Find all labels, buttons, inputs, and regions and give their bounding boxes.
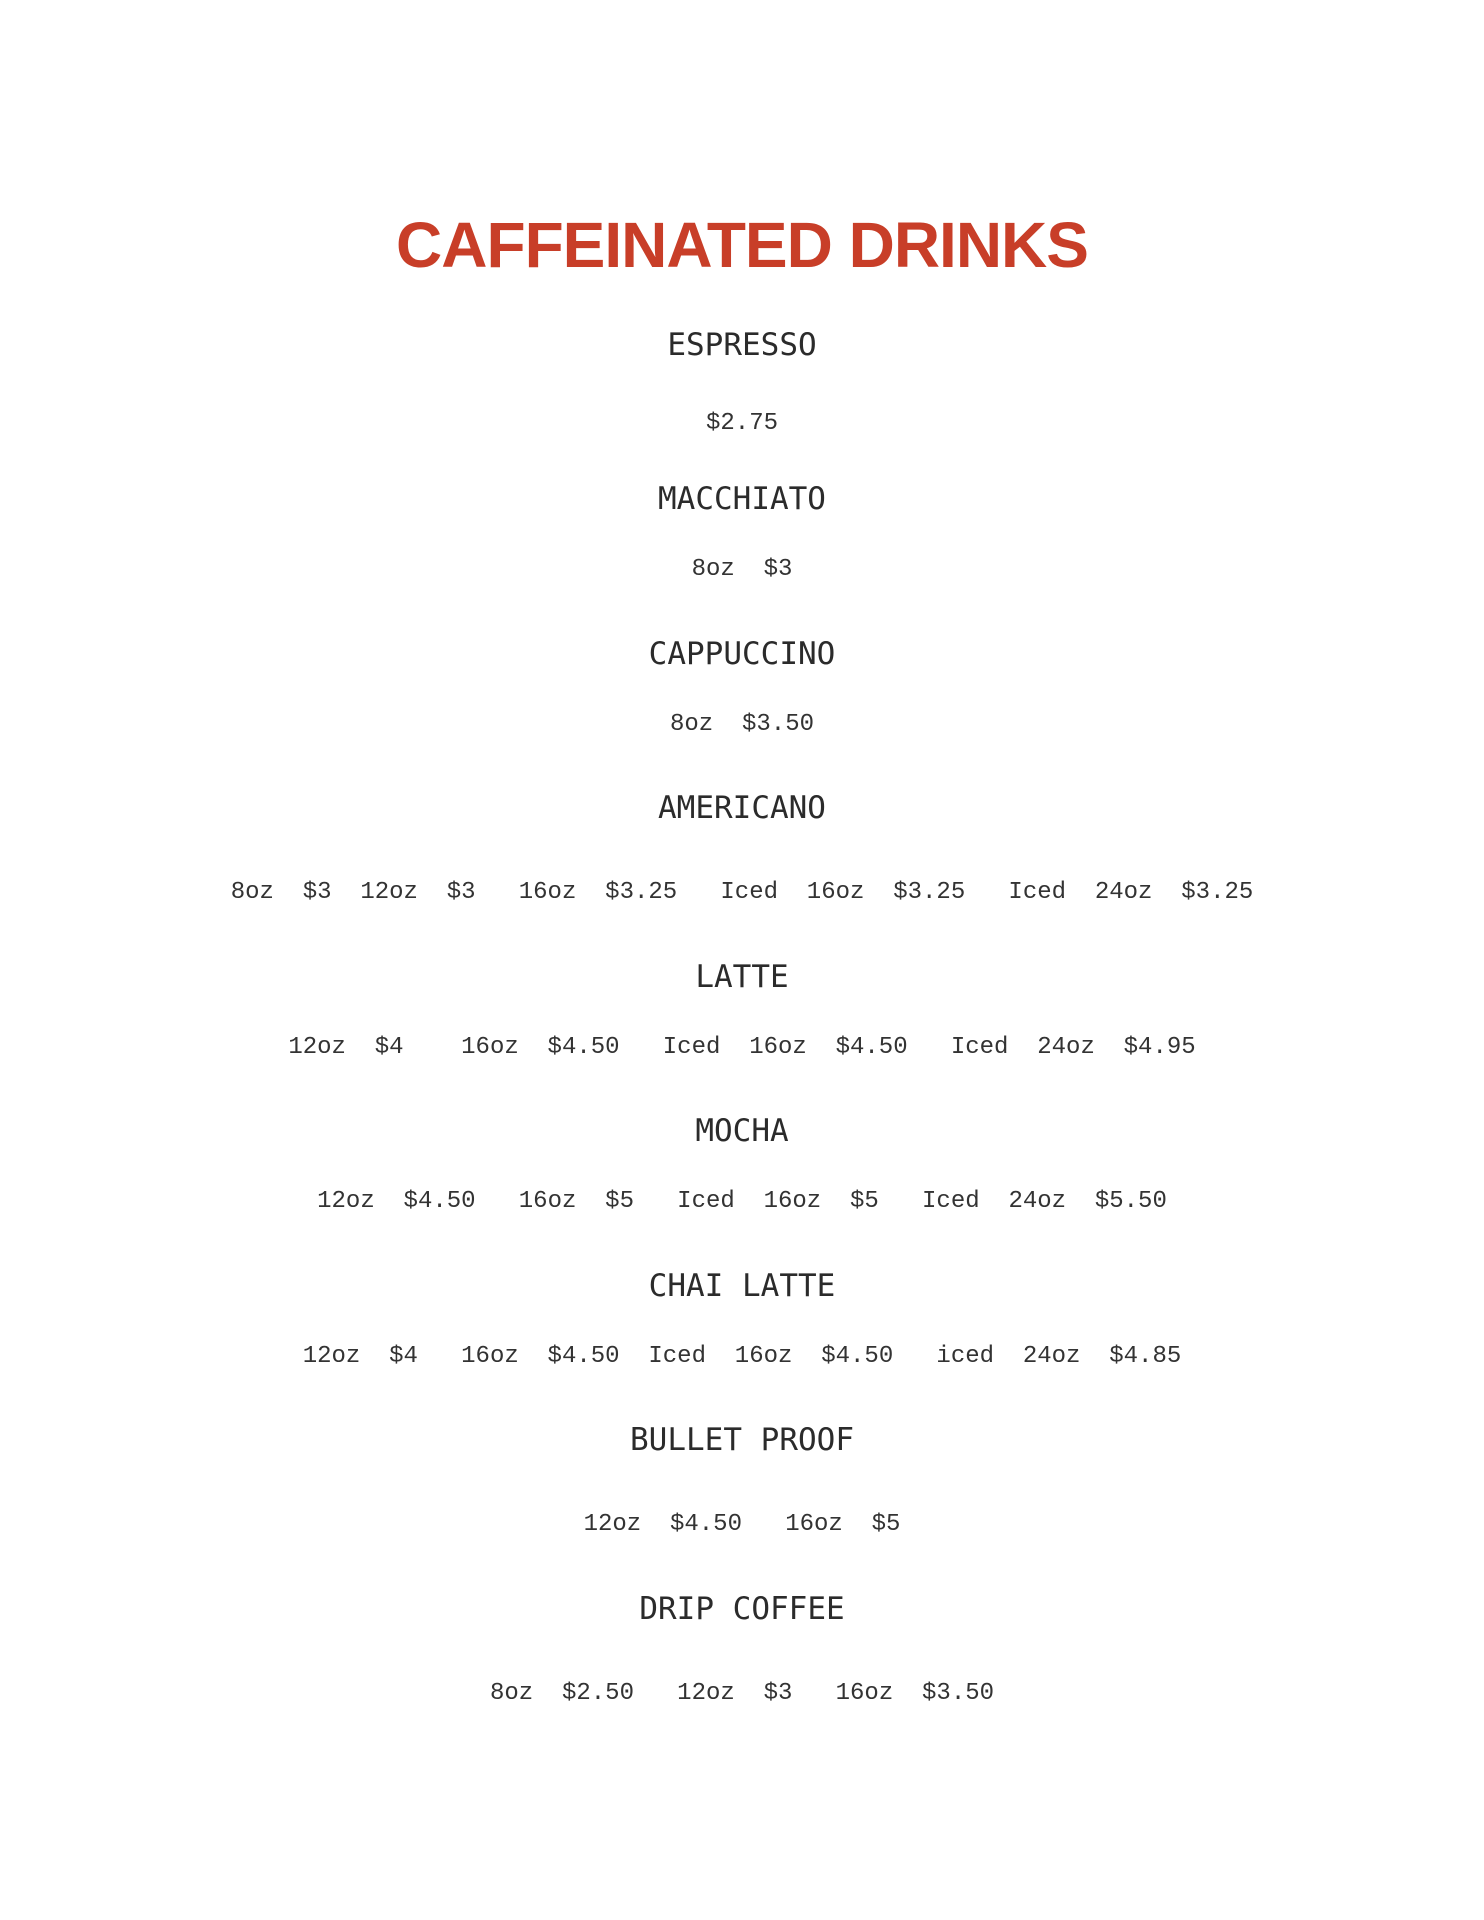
price-line-espresso: $2.75 [705, 410, 778, 437]
item-name-macchiato: MACCHIATO [658, 481, 826, 517]
item-name-americano: AMERICANO [658, 790, 826, 826]
item-name-espresso: ESPRESSO [667, 327, 817, 363]
price-line-bullet-proof: 12oz $4.50 16oz $5 [583, 1511, 901, 1538]
price-line-chai-latte: 12oz $4 16oz $4.50 Iced 16oz $4.50 iced 24oz $4.85 [302, 1343, 1182, 1370]
price-line-mocha: 12oz $4.50 16oz $5 Iced 16oz $5 Iced 24oz $5.50 [317, 1188, 1167, 1215]
page-title: CAFFEINATED DRINKS [396, 209, 1088, 281]
item-name-drip-coffee: DRIP COFFEE [639, 1591, 845, 1627]
item-name-mocha: MOCHA [695, 1113, 789, 1149]
price-line-latte: 12oz $4 16oz $4.50 Iced 16oz $4.50 Iced 24oz $4.95 [288, 1034, 1196, 1061]
item-name-bullet-proof: BULLET PROOF [630, 1422, 854, 1458]
item-name-latte: LATTE [695, 959, 789, 995]
item-name-cappuccino: CAPPUCCINO [648, 636, 836, 672]
price-line-macchiato: 8oz $3 [691, 556, 793, 583]
price-line-cappuccino: 8oz $3.50 [669, 711, 815, 738]
price-line-drip-coffee: 8oz $2.50 12oz $3 16oz $3.50 [489, 1680, 995, 1707]
price-line-americano: 8oz $3 12oz $3 16oz $3.25 Iced 16oz $3.25 Iced 24oz $3.25 [230, 879, 1254, 906]
item-name-chai-latte: CHAI LATTE [648, 1268, 836, 1304]
